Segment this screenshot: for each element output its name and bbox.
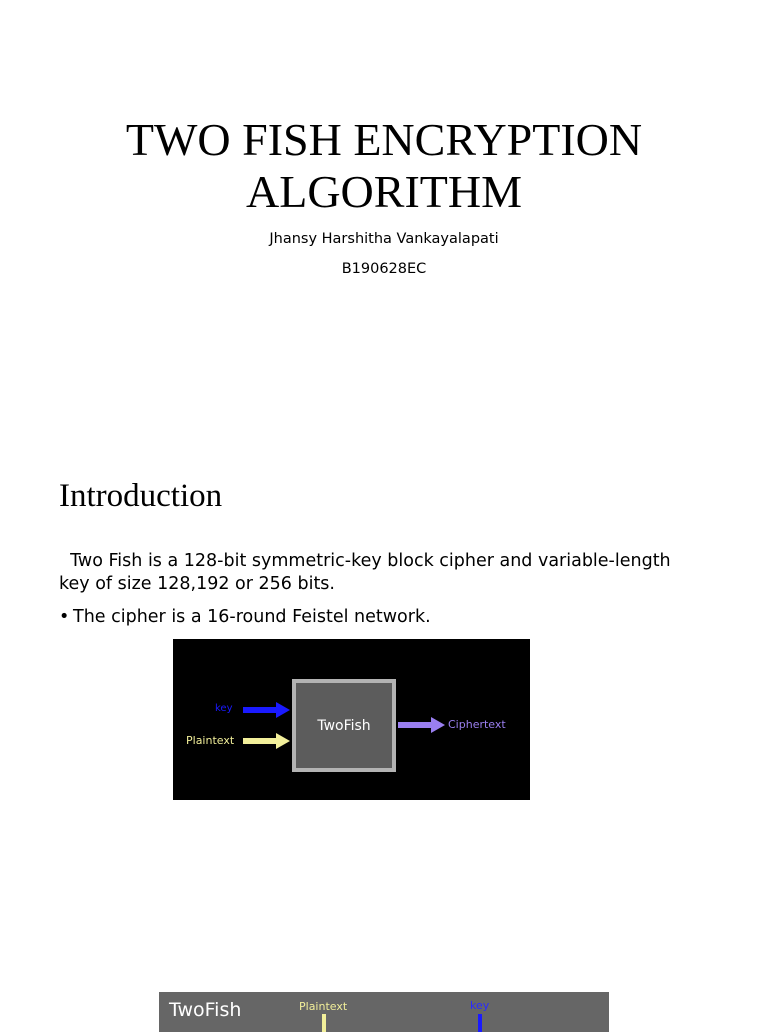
- plaintext-arrow-icon: [243, 733, 291, 749]
- bullet-icon: •: [59, 607, 70, 627]
- bullet-text: The cipher is a 16-round Feistel network.: [73, 607, 431, 627]
- author-name: Jhansy Harshitha Vankayalapati: [269, 231, 499, 247]
- bullet-item: [59, 607, 431, 627]
- twofish-box: [292, 679, 396, 772]
- diagram-title: TwoFish: [169, 999, 242, 1021]
- introduction-slide: [0, 470, 768, 990]
- key-label: key: [215, 703, 233, 714]
- title-line-2: ALGORITHM: [246, 166, 522, 217]
- key-label: key: [470, 999, 490, 1012]
- slide-title: [0, 114, 768, 218]
- title-slide: [0, 0, 768, 300]
- student-id: B190628EC: [341, 261, 427, 277]
- key-arrow-icon: [243, 702, 291, 718]
- key-line: [478, 1014, 482, 1032]
- ciphertext-label: Ciphertext: [448, 718, 506, 731]
- intro-paragraph: Two Fish is a 128-bit symmetric-key block cipher and variable-length key of size 128,192 or 256 bits.: [59, 551, 677, 594]
- plaintext-label: Plaintext: [186, 734, 235, 747]
- twofish-box-label: TwoFish: [317, 717, 371, 734]
- plaintext-label: Plaintext: [299, 1000, 348, 1013]
- twofish-structure-diagram: [159, 992, 609, 1032]
- section-heading: Introduction: [59, 478, 223, 514]
- plaintext-line: [322, 1014, 326, 1032]
- ciphertext-arrow-icon: [398, 717, 446, 733]
- title-line-1: TWO FISH ENCRYPTION: [125, 114, 643, 165]
- twofish-diagram: [173, 639, 530, 800]
